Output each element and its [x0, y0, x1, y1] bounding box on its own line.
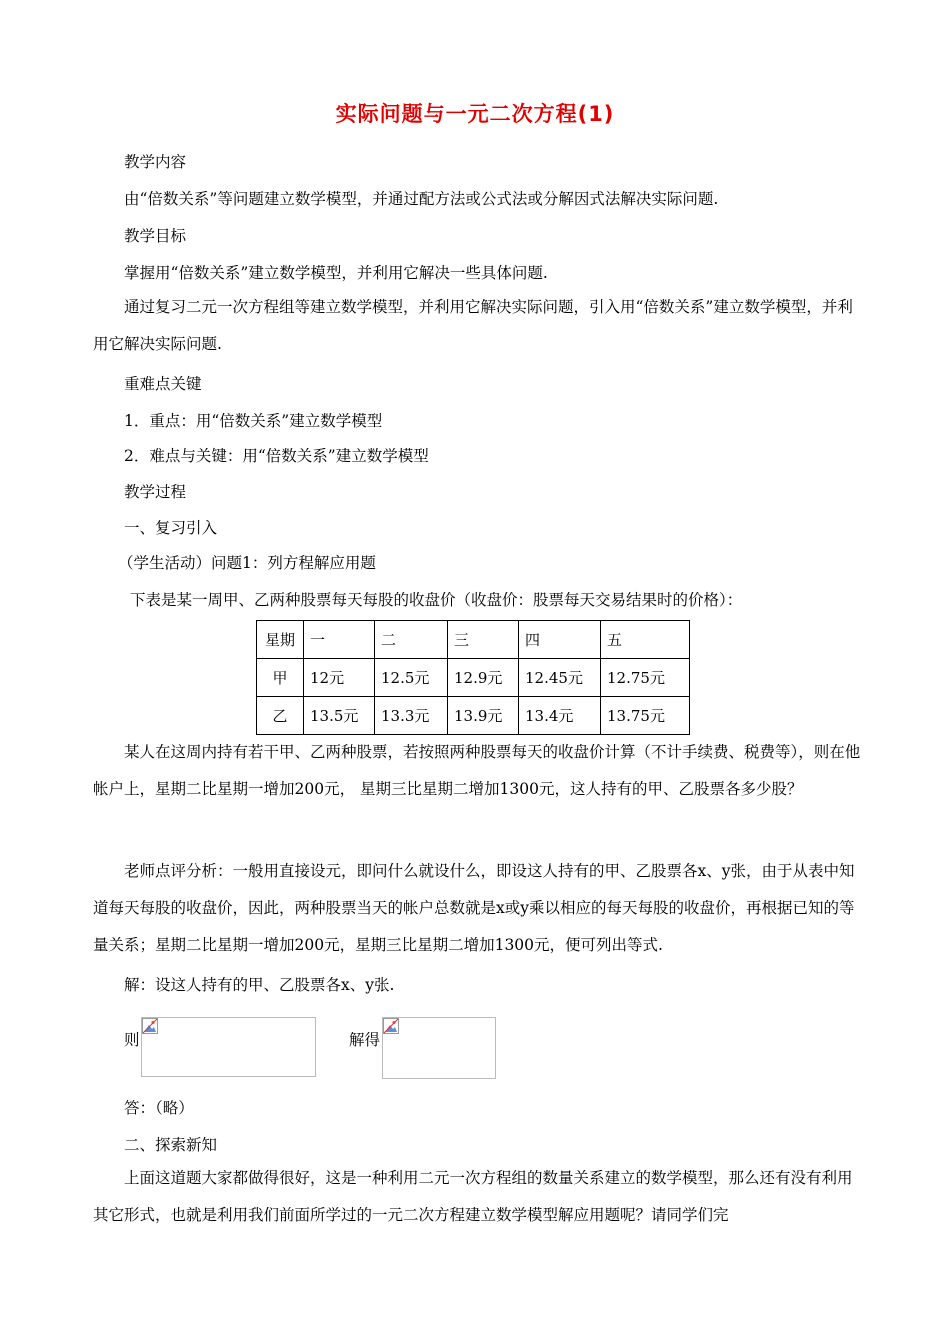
table-cell: 13.4元 [519, 697, 601, 735]
table-header-cell: 一 [304, 621, 375, 659]
solution-text: 解：设这人持有的甲、乙股票各x、y张. [124, 976, 395, 994]
equation-image-placeholder [141, 1017, 316, 1077]
table-header-cell: 星期 [257, 621, 304, 659]
broken-image-icon [383, 1018, 399, 1034]
table-row [257, 697, 690, 735]
table-header-cell: 五 [601, 621, 690, 659]
analysis-paragraph [93, 853, 863, 964]
problem-text: 某人在这周内持有若干甲、乙两种股票，若按照两种股票每天的收盘价计算（不计手续费、税费等），则在他帐户上，星期二比星期一增加200元， 星期三比星期二增加1300元，这人持有的甲、乙股票各多少股？ [93, 743, 861, 798]
key-heading: 重难点关键 [124, 375, 202, 393]
answer-text: 答：（略） [124, 1099, 194, 1117]
solve-label: 解得 [349, 1031, 381, 1049]
solution-image-placeholder [382, 1017, 496, 1079]
content-heading: 教学内容 [124, 153, 187, 171]
goal-text-2-paragraph [93, 289, 863, 363]
key-point-1: 1．重点：用“倍数关系”建立数学模型 [124, 412, 383, 430]
table-cell: 13.3元 [375, 697, 448, 735]
problem-paragraph [93, 734, 863, 808]
table-header-cell: 四 [519, 621, 601, 659]
table-header-cell: 三 [448, 621, 519, 659]
table-cell: 甲 [257, 659, 304, 697]
explore-paragraph [93, 1160, 863, 1234]
table-cell: 12元 [304, 659, 375, 697]
table-header-cell: 二 [375, 621, 448, 659]
activity-text: （学生活动）问题1：列方程解应用题 [118, 554, 376, 572]
table-cell: 12.75元 [601, 659, 690, 697]
broken-image-icon [142, 1018, 158, 1034]
table-cell: 乙 [257, 697, 304, 735]
table-cell: 13.9元 [448, 697, 519, 735]
table-cell: 13.75元 [601, 697, 690, 735]
goal-text-1: 掌握用“倍数关系”建立数学模型，并利用它解决一些具体问题. [124, 264, 548, 282]
table-cell: 13.5元 [304, 697, 375, 735]
page-title: 实际问题与一元二次方程(1) [335, 102, 615, 126]
goal-heading: 教学目标 [124, 227, 187, 245]
process-heading: 教学过程 [124, 483, 187, 501]
explore-text: 上面这道题大家都做得很好，这是一种利用二元一次方程组的数量关系建立的数学模型，那么还有没有利用其它形式，也就是利用我们前面所学过的一元二次方程建立数学模型解应用题呢？请同学们完 [93, 1169, 853, 1224]
table-header-row [257, 621, 690, 659]
analysis-text: 老师点评分析：一般用直接设元，即问什么就设什么，即设这人持有的甲、乙股票各x、y张，由于从表中知道每天每股的收盘价，因此，两种股票当天的帐户总数就是x或y乘以相应的每天每股的收盘价，再根据已知的等量关系；星期二比星期一增加200元，星期三比星期二增加1300元，便可列出等式. [93, 862, 855, 954]
review-heading: 一、复习引入 [124, 519, 218, 537]
explore-heading: 二、探索新知 [124, 1136, 218, 1154]
goal-text-2: 通过复习二元一次方程组等建立数学模型，并利用它解决实际问题，引入用“倍数关系”建立数学模型，并利用它解决实际问题. [93, 298, 853, 353]
table-cell: 12.45元 [519, 659, 601, 697]
stock-price-table [256, 620, 690, 735]
table-intro: 下表是某一周甲、乙两种股票每天每股的收盘价（收盘价：股票每天交易结果时的价格）： [130, 591, 743, 609]
then-label: 则 [124, 1031, 140, 1049]
content-text: 由“倍数关系”等问题建立数学模型，并通过配方法或公式法或分解因式法解决实际问题. [124, 190, 719, 208]
table-row [257, 659, 690, 697]
table-cell: 12.5元 [375, 659, 448, 697]
key-point-2: 2．难点与关键：用“倍数关系”建立数学模型 [124, 447, 429, 465]
table-cell: 12.9元 [448, 659, 519, 697]
